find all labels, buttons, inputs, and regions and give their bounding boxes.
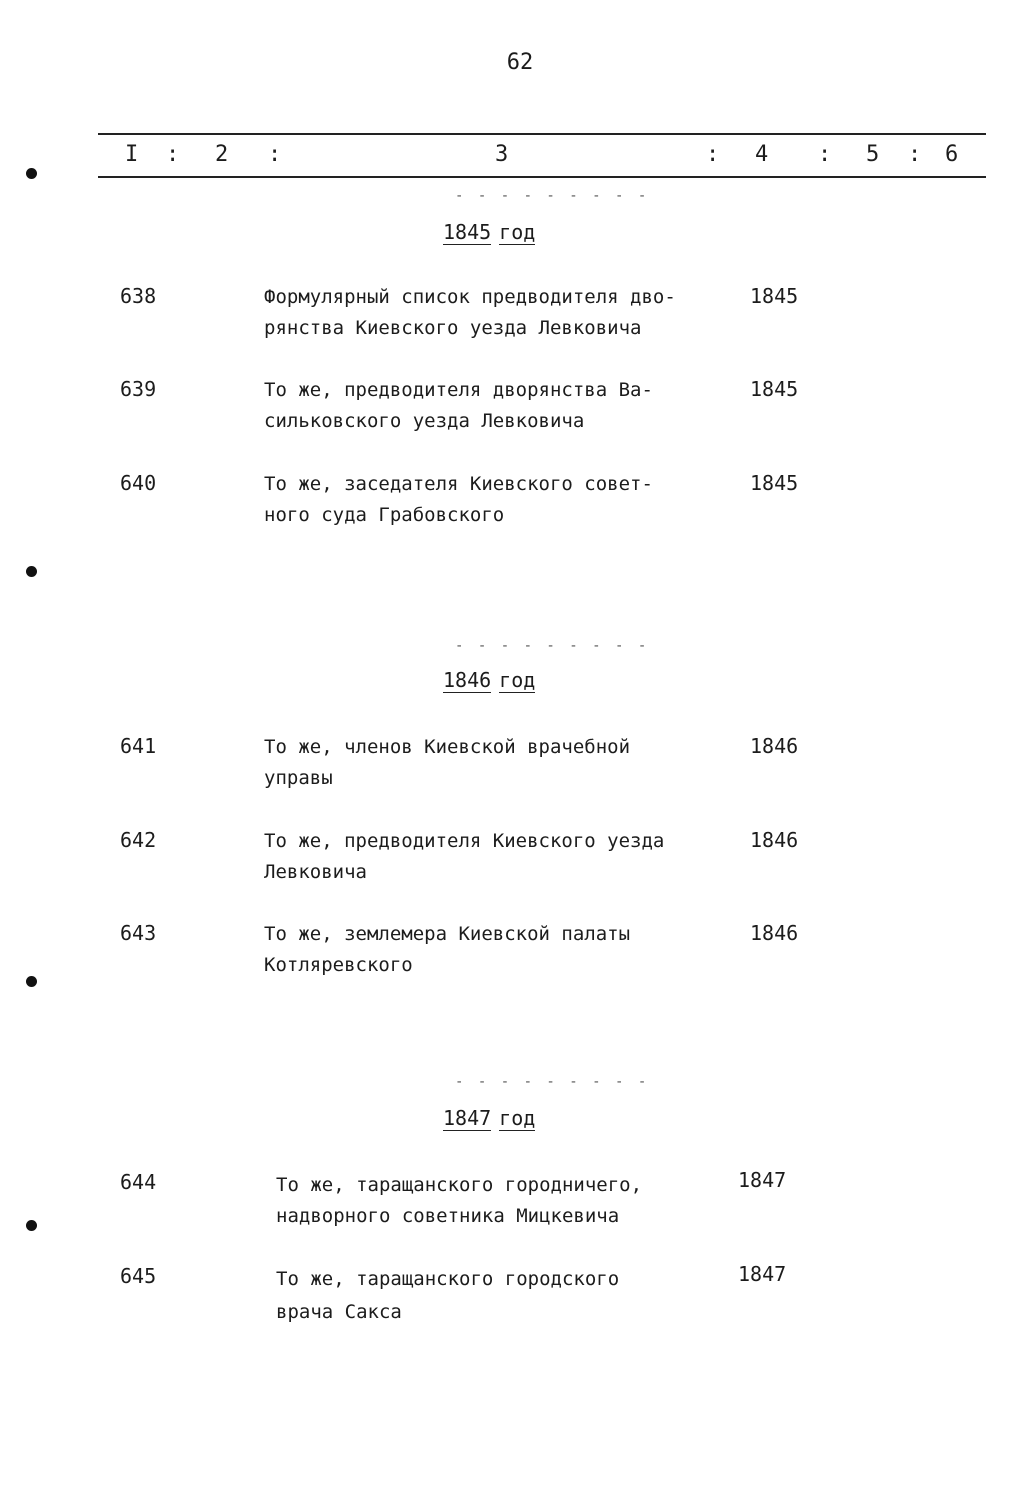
bullet-hole — [26, 168, 37, 179]
row-description-line: надворного советника Мицкевича — [276, 1205, 620, 1227]
row-year: 1847 — [738, 1262, 787, 1286]
row-description-line: То же, членов Киевской врачебной — [264, 736, 631, 758]
row-number: 645 — [120, 1264, 157, 1288]
row-year: 1846 — [750, 921, 799, 945]
column-separator: : — [706, 142, 720, 167]
section-divider-dots: - - - - - - - - - — [455, 1074, 650, 1090]
column-header-6: 6 — [945, 142, 959, 167]
column-separator: : — [268, 142, 282, 167]
section-heading — [443, 668, 535, 692]
section-year: 1845 — [443, 220, 492, 244]
column-separator: : — [818, 142, 832, 167]
page-number: 62 — [506, 50, 534, 75]
row-number: 640 — [120, 471, 157, 495]
row-description-line: То же, предводителя дворянства Ва- — [264, 379, 653, 401]
row-year: 1846 — [750, 734, 799, 758]
row-description-line: Формулярный список предводителя дво- — [264, 286, 676, 308]
row-year: 1847 — [738, 1168, 787, 1192]
section-word: год — [499, 220, 536, 244]
row-description-line: сильковского уезда Левковича — [264, 410, 585, 432]
row-description-line: То же, заседателя Киевского совет- — [264, 473, 653, 495]
column-header-2: 2 — [215, 142, 229, 167]
section-divider-dots: - - - - - - - - - — [455, 638, 650, 654]
column-separator: : — [166, 142, 180, 167]
row-description-line: рянства Киевского уезда Левковича — [264, 317, 642, 339]
row-number: 643 — [120, 921, 157, 945]
column-header-5: 5 — [866, 142, 880, 167]
row-number: 642 — [120, 828, 157, 852]
bullet-hole — [26, 566, 37, 577]
row-number: 639 — [120, 377, 157, 401]
bullet-hole — [26, 1220, 37, 1231]
column-header-4: 4 — [755, 142, 769, 167]
row-year: 1845 — [750, 471, 799, 495]
row-year: 1845 — [750, 284, 799, 308]
row-description-line: Котляревского — [264, 954, 413, 976]
section-word: год — [499, 668, 536, 692]
section-heading — [443, 1106, 535, 1130]
row-number: 641 — [120, 734, 157, 758]
column-header-1: I — [125, 142, 139, 167]
row-description-line: ного суда Грабовского — [264, 504, 505, 526]
bullet-hole — [26, 976, 37, 987]
section-year: 1847 — [443, 1106, 492, 1130]
row-description-line: То же, землемера Киевской палаты — [264, 923, 631, 945]
row-description-line: То же, таращанского городского — [276, 1268, 620, 1290]
section-year: 1846 — [443, 668, 492, 692]
row-number: 644 — [120, 1170, 157, 1194]
table-header-bottom-rule — [98, 176, 986, 178]
row-number: 638 — [120, 284, 157, 308]
table-header-top-rule — [98, 133, 986, 135]
column-header-3: 3 — [495, 142, 509, 167]
section-word: год — [499, 1106, 536, 1130]
row-description-line: Левковича — [264, 861, 367, 883]
section-heading — [443, 220, 535, 244]
row-description-line: То же, таращанского городничего, — [276, 1174, 643, 1196]
row-year: 1846 — [750, 828, 799, 852]
row-description-line: управы — [264, 767, 333, 789]
row-description-line: врача Сакса — [276, 1301, 402, 1323]
row-year: 1845 — [750, 377, 799, 401]
row-description-line: То же, предводителя Киевского уезда — [264, 830, 665, 852]
column-separator: : — [908, 142, 922, 167]
section-divider-dots: - - - - - - - - - — [455, 188, 650, 204]
